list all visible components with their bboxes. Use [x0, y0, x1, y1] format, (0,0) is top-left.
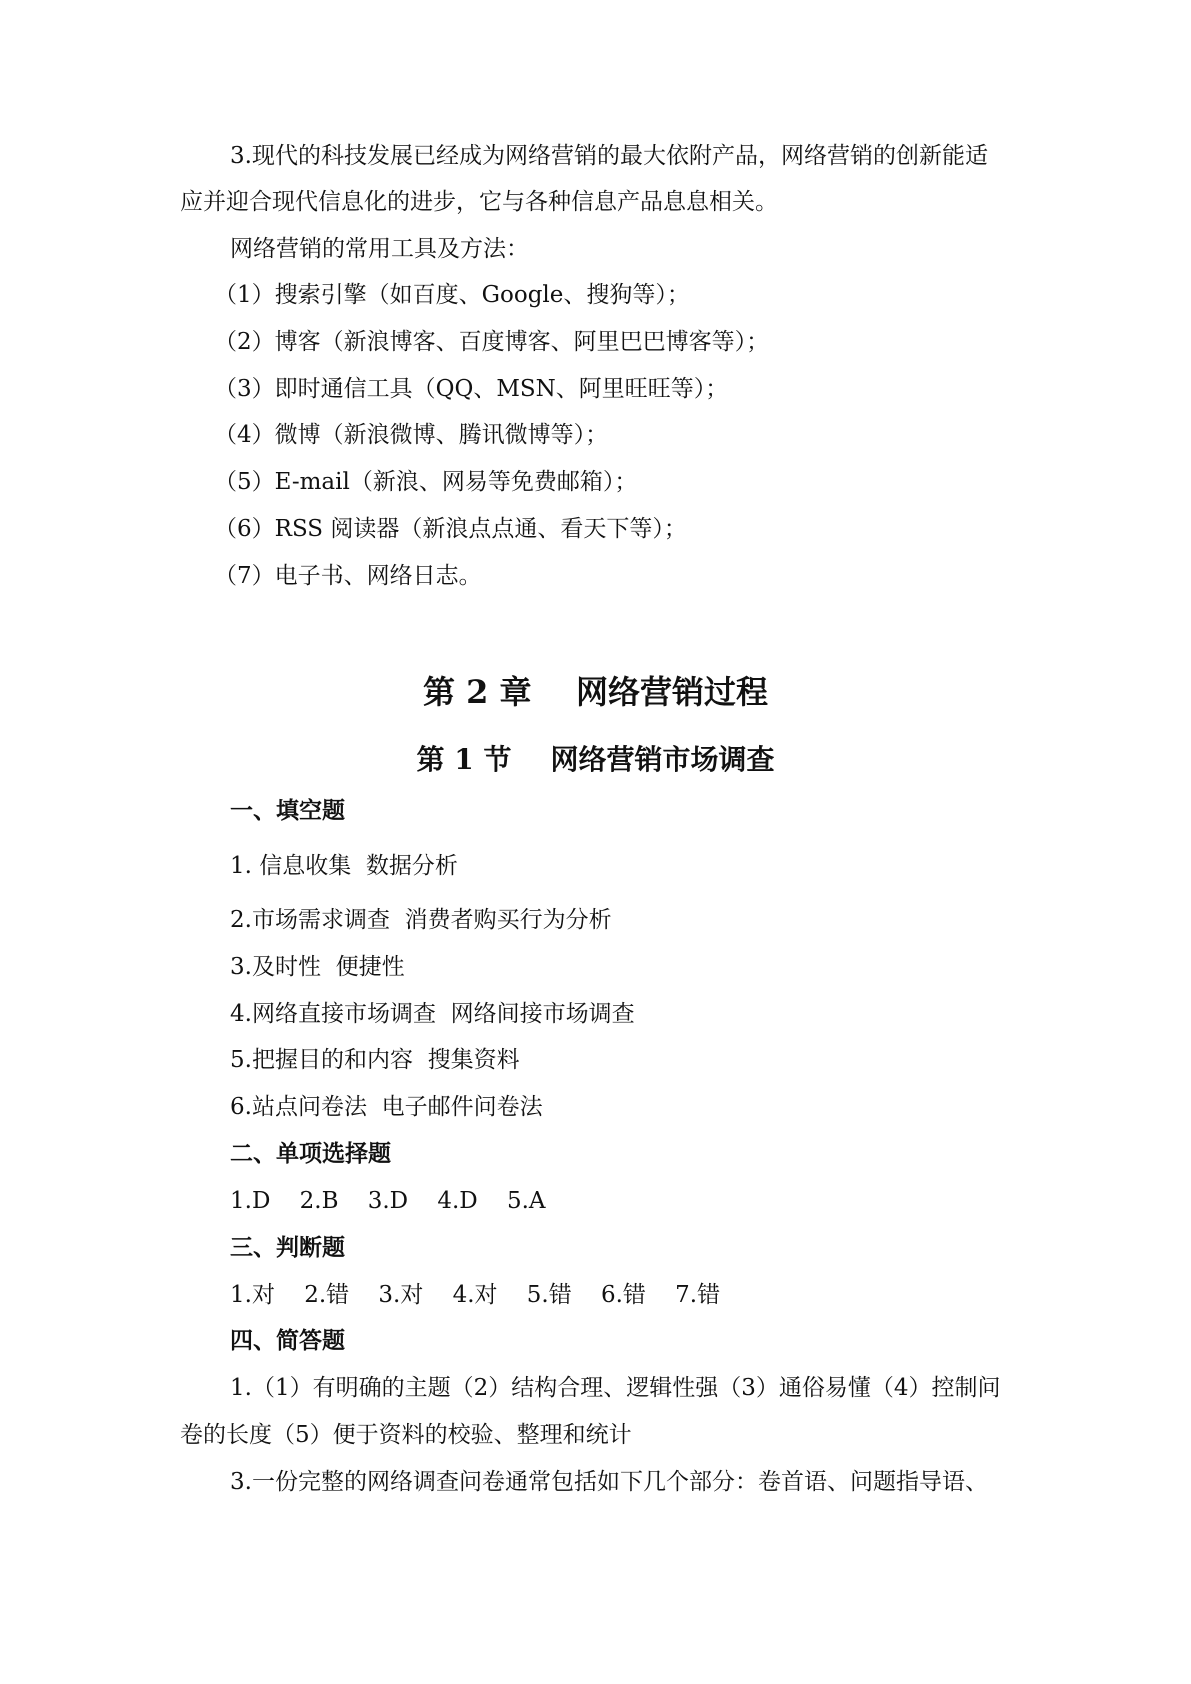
tools-title: 网络营销的常用工具及方法： — [230, 236, 529, 262]
true-false-answers: 1.对 2.错 3.对 4.对 5.错 6.错 7.错 — [230, 1282, 721, 1308]
fill-blank-heading: 一、填空题 — [230, 797, 345, 824]
tool-item: （1）搜索引擎（如百度、Google、搜狗等）； — [214, 282, 690, 308]
paragraph-3-line-2: 应并迎合现代信息化的进步，它与各种信息产品息息相关。 — [180, 189, 778, 215]
fill-blank-answer: 4.网络直接市场调查 网络间接市场调查 — [230, 1001, 635, 1027]
fill-blank-answer: 3.及时性 便捷性 — [230, 954, 405, 980]
fill-blank-answer: 6.站点问卷法 电子邮件问卷法 — [230, 1094, 543, 1120]
tool-item: （3）即时通信工具（QQ、MSN、阿里旺旺等）； — [214, 376, 729, 402]
tool-item: （6）RSS 阅读器（新浪点点通、看天下等）； — [214, 516, 687, 542]
short-answer-heading: 四、简答题 — [230, 1327, 345, 1354]
tool-item: （2）博客（新浪博客、百度博客、阿里巴巴博客等）； — [214, 329, 770, 355]
section-title: 第 1 节 网络营销市场调查 — [416, 743, 775, 776]
short-answer-3-line-1: 3.一份完整的网络调查问卷通常包括如下几个部分：卷首语、问题指导语、 — [230, 1469, 988, 1495]
paragraph-3-line-1: 3.现代的科技发展已经成为网络营销的最大依附产品，网络营销的创新能适 — [230, 143, 988, 169]
true-false-heading: 三、判断题 — [230, 1234, 345, 1261]
single-choice-answers: 1.D 2.B 3.D 4.D 5.A — [230, 1188, 546, 1214]
short-answer-1-line-1: 1.（1）有明确的主题（2）结构合理、逻辑性强（3）通俗易懂（4）控制问 — [230, 1375, 1001, 1401]
fill-blank-answer: 1. 信息收集 数据分析 — [230, 853, 458, 879]
chapter-title: 第 2 章 网络营销过程 — [422, 673, 769, 711]
single-choice-heading: 二、单项选择题 — [230, 1140, 391, 1167]
tool-item: （5）E-mail（新浪、网易等免费邮箱）； — [214, 469, 638, 495]
fill-blank-answer: 5.把握目的和内容 搜集资料 — [230, 1047, 520, 1073]
short-answer-1-line-2: 卷的长度（5）便于资料的校验、整理和统计 — [180, 1422, 632, 1448]
tool-item: （7）电子书、网络日志。 — [214, 563, 482, 589]
fill-blank-answer: 2.市场需求调查 消费者购买行为分析 — [230, 907, 612, 933]
tool-item: （4）微博（新浪微博、腾讯微博等）； — [214, 422, 609, 448]
